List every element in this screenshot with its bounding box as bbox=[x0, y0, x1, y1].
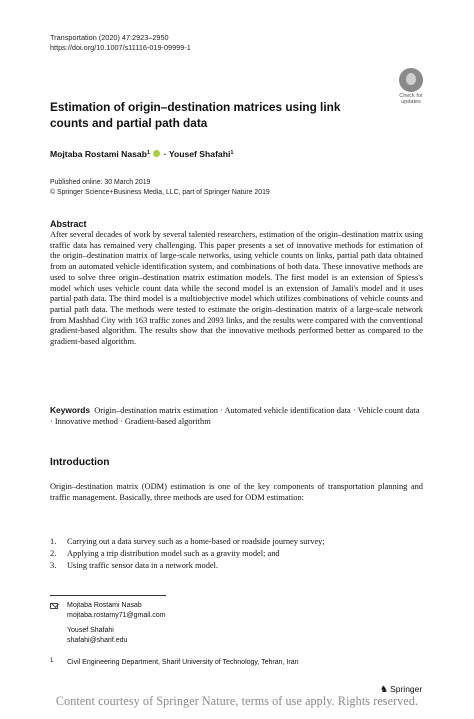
keywords-list: Origin–destination matrix estimation · Automated vehicle identification data · Vehicle count data · Innovative method · Gradient-based algorithm bbox=[50, 406, 420, 426]
list-item-number: 2. bbox=[50, 549, 57, 558]
affiliation-marker: 1 bbox=[230, 150, 234, 156]
abstract-body: After several decades of work by several talented researchers, estimation of the origin–destination matrix using traffic data has remained very challenging. This paper presents a set of innovative methods for estimation of the origin–destination matrix of large-scale networks, using vehicle counts on links, partial path data obtained from an automated vehicle identification system, and combinations of both data. These innovative methods are used to solve three origin–destination matrix estimation models. The first model is an extension of Spiess's model which uses vehicle count data while the second model is an extension of Jamali's model and it uses partial path data. The third model is a multiobjective model which utilizes combinations of vehicle counts and partial path data. The methods were tested to estimate the origin–destination matrix of a large-scale network from Mashhad City with 163 traffic zones and 2093 links, and the results were compared with the conventional gradient-based algorithm. The results show that the innovative methods performed better as compared to the gradient-based algorithm. bbox=[50, 230, 423, 347]
courtesy-banner: Content courtesy of Springer Nature, terms of use apply. Rights reserved. bbox=[55, 694, 419, 708]
springer-horse-icon: ♞ bbox=[380, 684, 389, 694]
coauthor-name: Yousef Shafahi bbox=[67, 627, 114, 634]
list-item-text: Using traffic sensor data in a network model. bbox=[67, 561, 219, 570]
published-date: Published online: 30 March 2019 bbox=[50, 179, 151, 186]
list-item-number: 3. bbox=[50, 561, 57, 570]
author-line bbox=[50, 149, 233, 159]
keywords-label: Keywords bbox=[50, 405, 91, 415]
methods-list bbox=[50, 536, 423, 572]
affiliation-text: Civil Engineering Department, Sharif University of Technology, Tehran, Iran bbox=[67, 659, 299, 666]
orcid-icon[interactable] bbox=[153, 150, 160, 157]
author-name[interactable]: Mojtaba Rostami Nasab bbox=[50, 149, 147, 159]
update-badge-line1: Check for bbox=[399, 93, 423, 99]
footnote-divider bbox=[50, 595, 166, 596]
introduction-heading: Introduction bbox=[50, 457, 110, 468]
abstract-heading: Abstract bbox=[50, 219, 87, 229]
doi-link[interactable]: https://doi.org/10.1007/s11116-019-09999-1 bbox=[50, 43, 191, 52]
list-item-text: Carrying out a data survey such as a home-based or roadside journey survey; bbox=[67, 537, 325, 546]
author-name[interactable]: Yousef Shafahi bbox=[168, 149, 231, 159]
coauthor-email[interactable]: shafahi@sharif.edu bbox=[67, 636, 128, 644]
affiliation-footnote bbox=[50, 658, 299, 666]
corresponding-author-name: Mojtaba Rostami Nasab bbox=[67, 602, 142, 609]
list-item-number: 1. bbox=[50, 537, 57, 546]
publication-info bbox=[50, 178, 270, 198]
list-item-text: Applying a trip distribution model such as a gravity model; and bbox=[67, 549, 280, 558]
list-item bbox=[50, 536, 423, 548]
journal-citation: Transportation (2020) 47:2923–2950 bbox=[50, 33, 169, 42]
author-separator: · bbox=[163, 149, 167, 159]
introduction-paragraph: Origin–destination matrix (ODM) estimation is one of the key components of transportation planning and traffic management. Basically, three methods are used for ODM estimation: bbox=[50, 482, 423, 502]
keywords bbox=[50, 405, 423, 427]
corresponding-author-email[interactable]: mojtaba.rostamy71@gmail.com bbox=[67, 611, 166, 619]
update-badge-line2: updates bbox=[401, 99, 421, 105]
affiliation-marker: 1 bbox=[146, 150, 151, 156]
check-for-updates-badge[interactable] bbox=[395, 68, 427, 105]
list-item bbox=[50, 548, 423, 560]
copyright-notice: © Springer Science+Business Media, LLC, part of Springer Nature 2019 bbox=[50, 189, 270, 196]
check-for-updates-icon bbox=[399, 68, 423, 92]
article-title: Estimation of origin–destination matrices using link counts and partial path data bbox=[50, 100, 341, 130]
publisher-name: Springer bbox=[390, 684, 423, 694]
affiliation-number: 1 bbox=[50, 658, 54, 664]
list-item bbox=[50, 560, 423, 572]
journal-reference bbox=[50, 33, 191, 53]
envelope-icon bbox=[50, 603, 58, 609]
